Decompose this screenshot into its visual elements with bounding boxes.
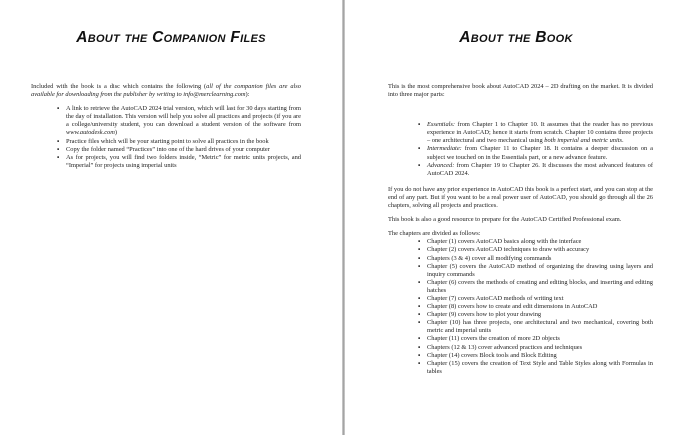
list-item: ▪ Chapter (15) covers the creation of Text Style and Table Styles along with Formulas in tables xyxy=(418,360,653,376)
part-lead: Advanced: xyxy=(427,161,455,169)
list-item: ▪ Chapter (7) covers AutoCAD methods of writing text xyxy=(418,295,653,303)
chapters-list xyxy=(418,238,653,376)
list-item: ▪ Chapter (11) covers the creation of more 2D objects xyxy=(418,335,653,343)
list-item: ▪ Chapter (10) has three projects, one architectural and two mechanical, covering both metric and imperial units xyxy=(418,319,653,335)
right-page-body xyxy=(388,83,653,376)
left-page-title: About the Companion Files xyxy=(76,29,266,46)
autodesk-link: www.autodesk.com xyxy=(66,129,115,137)
item-text: As for projects, you will find two folders inside, “Metric” for metric units projects, and “Imperial” for projects using imperial units xyxy=(66,153,301,169)
list-item: ▪ Chapter (5) covers the AutoCAD method of organizing the drawing using layers and inquiry commands xyxy=(418,263,653,279)
list-item: ▪ Chapter (8) covers how to create and edit dimensions in AutoCAD xyxy=(418,303,653,311)
companion-list xyxy=(57,105,301,170)
beginner-paragraph: If you do not have any prior experience in AutoCAD this book is a perfect start, and you can stop at the end of any part. But if you want to be a real power user of AutoCAD, you should go through all the 26 chapters, solving all projects and practices. xyxy=(388,185,653,210)
list-item xyxy=(57,138,301,146)
list-item xyxy=(418,162,653,178)
item-text: Practice files which will be your starting point to solve all practices in the book xyxy=(66,137,269,145)
right-page-title: About the Book xyxy=(459,29,573,46)
list-item xyxy=(418,145,653,161)
resource-paragraph: This book is also a good resource to prepare for the AutoCAD Certified Professional exam. xyxy=(388,216,622,224)
intro-suffix: ): xyxy=(245,91,250,99)
book-intro: This is the most comprehensive book about AutoCAD 2024 – 2D drafting on the market. It is divided into three major parts: xyxy=(388,83,653,99)
part-text: from Chapter 11 to Chapter 18. It contains a deeper discussion on a subject we touched on in the Essentials part, or a new advance feature. xyxy=(427,145,653,161)
left-page xyxy=(0,0,342,435)
part-lead: Intermediate: xyxy=(427,145,462,153)
list-item: ▪ Chapter (9) covers how to plot your drawing xyxy=(418,311,653,319)
item-tail: ) xyxy=(114,129,118,137)
list-item xyxy=(57,146,301,154)
part-emph: both imperial and metric units xyxy=(544,137,623,145)
item-text: A link to retrieve the AutoCAD 2024 trial version, which will last for 30 days starting from the day of installation. This version will help you solve all practices and projects (if you are a college/university student, you can download a student version of the software from xyxy=(66,105,301,129)
list-item xyxy=(57,154,301,170)
item-text: Copy the folder named “Practices” into one of the hard drives of your computer xyxy=(66,145,270,153)
part-lead: Essentials: xyxy=(427,121,456,129)
intro-italic: all of the companion files are also available for downloading from the publisher by writing to info@merclearning.com xyxy=(31,83,301,99)
parts-list xyxy=(418,121,653,178)
part-text: from Chapter 1 to Chapter 10. It assumes that the reader has no previous experience in AutoCAD; hence it starts from scratch. Chapter 10 contains three projects – one architectural and two mechanical using xyxy=(427,121,653,145)
part-tail: . xyxy=(622,137,624,145)
companion-intro xyxy=(31,83,301,99)
list-item: ▪ Chapter (1) covers AutoCAD basics along with the interface xyxy=(418,238,653,246)
part-text: from Chapter 19 to Chapter 26. It discusses the most advanced features of AutoCAD 2024. xyxy=(427,161,653,177)
list-item xyxy=(418,121,653,145)
list-item: ▪ Chapter (14) covers Block tools and Block Editing xyxy=(418,352,653,360)
list-item: ▪ Chapters (12 & 13) cover advanced practices and techniques xyxy=(418,344,653,352)
intro-prefix: Included with the book is a disc which contains the following ( xyxy=(31,83,207,90)
left-page-body xyxy=(31,83,301,170)
list-item: ▪ Chapter (6) covers the methods of creating and editing blocks, and inserting and editing hatches xyxy=(418,279,653,295)
list-item: ▪ Chapter (2) covers AutoCAD techniques to draw with accuracy xyxy=(418,246,653,254)
chapters-intro: The chapters are divided as follows: xyxy=(388,230,481,238)
list-item: ▪ Chapters (3 & 4) cover all modifying commands xyxy=(418,255,653,263)
list-item xyxy=(57,105,301,137)
